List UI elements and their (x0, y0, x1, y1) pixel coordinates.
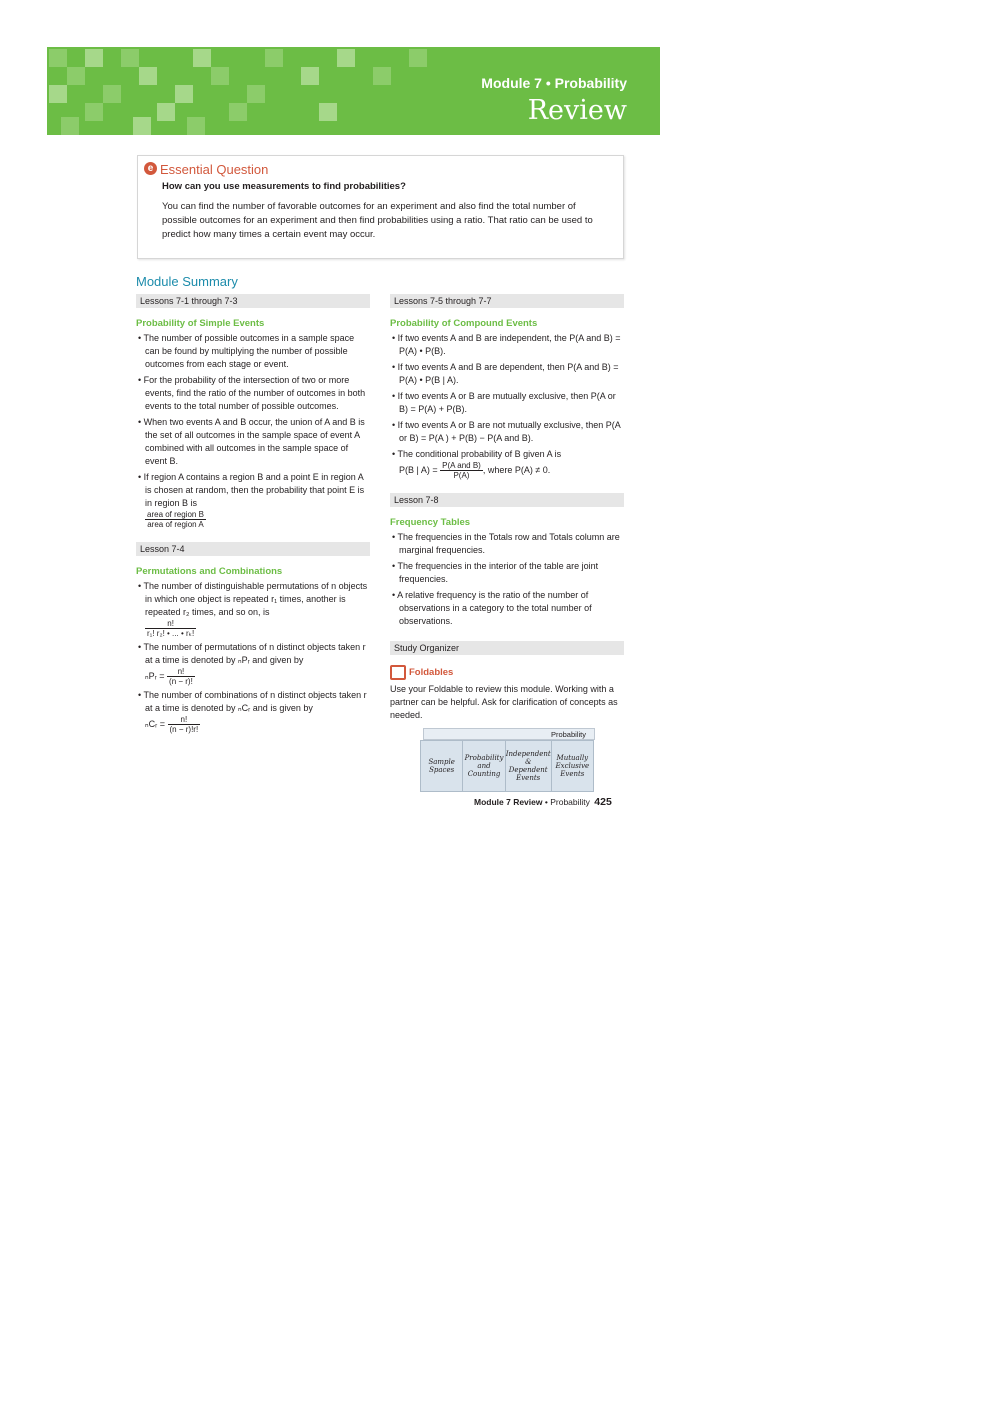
region-fraction (145, 510, 206, 529)
e-icon: e (144, 162, 157, 175)
topic-heading: Probability of Simple Events (136, 318, 265, 329)
conditional-probability-formula (440, 461, 483, 480)
topic-heading: Frequency Tables (390, 517, 471, 528)
lesson-header: Lesson 7-4 (136, 542, 370, 556)
study-organizer-text: Use your Foldable to review this module. Working with a partner can be helpful. Ask for clarification of concepts as needed. (390, 684, 618, 720)
fraction-denominator: (n − r)! (169, 677, 193, 686)
list-item: • If two events A or B are mutually exclusive, then P(A or B) = P(A) + P(B). (390, 390, 624, 416)
formula-lhs: ₙPᵣ = (145, 670, 165, 681)
fraction-denominator: area of region A (147, 520, 204, 529)
footer-section: • Probability (544, 797, 590, 807)
fraction-numerator: n! (168, 715, 201, 725)
page-footer (474, 796, 612, 808)
fraction-numerator: n! (167, 667, 195, 677)
foldable-tab: Sample Spaces (421, 741, 463, 791)
fraction-denominator: P(A) (453, 471, 470, 480)
fraction-numerator: n! (145, 619, 196, 629)
list-item: • The frequencies in the Totals row and Totals column are marginal frequencies. (390, 531, 624, 557)
header-banner (47, 47, 660, 135)
permutation-formula (167, 667, 195, 686)
list-item: • The frequencies in the interior of the table are joint frequencies. (390, 560, 624, 586)
topic-heading: Probability of Compound Events (390, 318, 538, 329)
formula-lhs: ₙCᵣ = (145, 718, 165, 729)
formula-lhs: P(B | A) = (399, 464, 438, 475)
formula-tail: , where P(A) ≠ 0. (482, 464, 551, 475)
list-item: • A relative frequency is the ratio of the number of observations in a category to the total number of observations. (390, 589, 624, 628)
list-item (136, 641, 370, 686)
list-item: • If two events A and B are dependent, then P(A and B) = P(A) • P(B | A). (390, 361, 624, 387)
foldables-icon (390, 665, 406, 680)
lesson-header: Study Organizer (390, 641, 624, 655)
foldable-tabs (420, 740, 594, 792)
summary-right-column (390, 294, 624, 790)
module-label: Module 7 • Probability (481, 75, 627, 91)
foldable-tab: Mutually Exclusive Events (555, 754, 590, 778)
summary-list (136, 580, 370, 734)
list-item-text: The number of combinations of n distinct objects taken r at a time is denoted by ₙCᵣ and is given by (143, 690, 367, 713)
list-item: • For the probability of the intersection of two or more events, find the ratio of the number of outcomes in both events to the total number of possible outcomes. (136, 374, 370, 413)
essential-question-heading: Essential Question (160, 162, 269, 177)
essential-question-answer: You can find the number of favorable outcomes for an experiment and also find the total number of possible outcomes for an experiment and then find probabilities using a ratio. That ratio can be used to predict how many times a certain event may occur. (162, 201, 593, 240)
list-item (390, 448, 624, 480)
fraction-numerator: P(A and B) (442, 461, 481, 470)
summary-list (136, 332, 370, 529)
list-item: • If two events A and B are independent, the P(A and B) = P(A) • P(B). (390, 332, 624, 358)
lesson-header: Lessons 7-1 through 7-3 (136, 294, 370, 308)
topic-heading: Permutations and Combinations (136, 566, 283, 577)
footer-module: Module 7 Review (474, 797, 543, 807)
list-item: • The number of possible outcomes in a sample space can be found by multiplying the number of possible outcomes from each stage or event. (136, 332, 370, 371)
summary-list (390, 531, 624, 628)
essential-question-text: How can you use measurements to find probabilities? (162, 181, 406, 192)
combination-formula (168, 715, 201, 734)
module-summary-title: Module Summary (136, 274, 238, 289)
foldable-image (420, 728, 595, 790)
permutation-fraction (145, 619, 196, 638)
list-item (136, 689, 370, 734)
foldable-tab: Probability and Counting (463, 741, 505, 791)
essential-question-box (137, 155, 624, 259)
list-item (136, 471, 370, 529)
lesson-header: Lessons 7-5 through 7-7 (390, 294, 624, 308)
fraction-denominator: r₁! r₂! • ... • rₖ! (147, 629, 195, 638)
foldables-label: Foldables (409, 667, 454, 678)
list-item: • If two events A or B are not mutually exclusive, then P(A or B) = P(A ) + P(B) − P(A and B). (390, 419, 624, 445)
page-number: 425 (594, 796, 612, 808)
summary-left-column (136, 294, 370, 737)
foldables-heading (390, 665, 624, 680)
list-item (136, 580, 370, 638)
fraction-denominator: (n − r)!r! (169, 725, 199, 734)
fraction-numerator: area of region B (147, 510, 204, 519)
summary-list (390, 332, 624, 480)
list-item-text: The conditional probability of B given A is (397, 449, 562, 459)
foldable-top-label: Probability (423, 728, 595, 740)
list-item-text: If region A contains a region B and a point E in region A is chosen at random, then the probability that point E is in region B is (143, 472, 365, 508)
list-item: • When two events A and B occur, the union of A and B is the set of all outcomes in the sample space of event A combined with all outcomes in the sample space of event B. (136, 416, 370, 468)
list-item-text: The number of permutations of n distinct objects taken r at a time is denoted by ₙPᵣ and given by (143, 642, 366, 665)
page-title: Review (527, 95, 627, 126)
foldable-tab: Independent & Dependent Events (506, 741, 552, 791)
lesson-header: Lesson 7-8 (390, 493, 624, 507)
list-item-text: The number of distinguishable permutations of n objects in which one object is repeated r₁ times, another is repeated r₂ times, and so on, is (143, 581, 368, 617)
